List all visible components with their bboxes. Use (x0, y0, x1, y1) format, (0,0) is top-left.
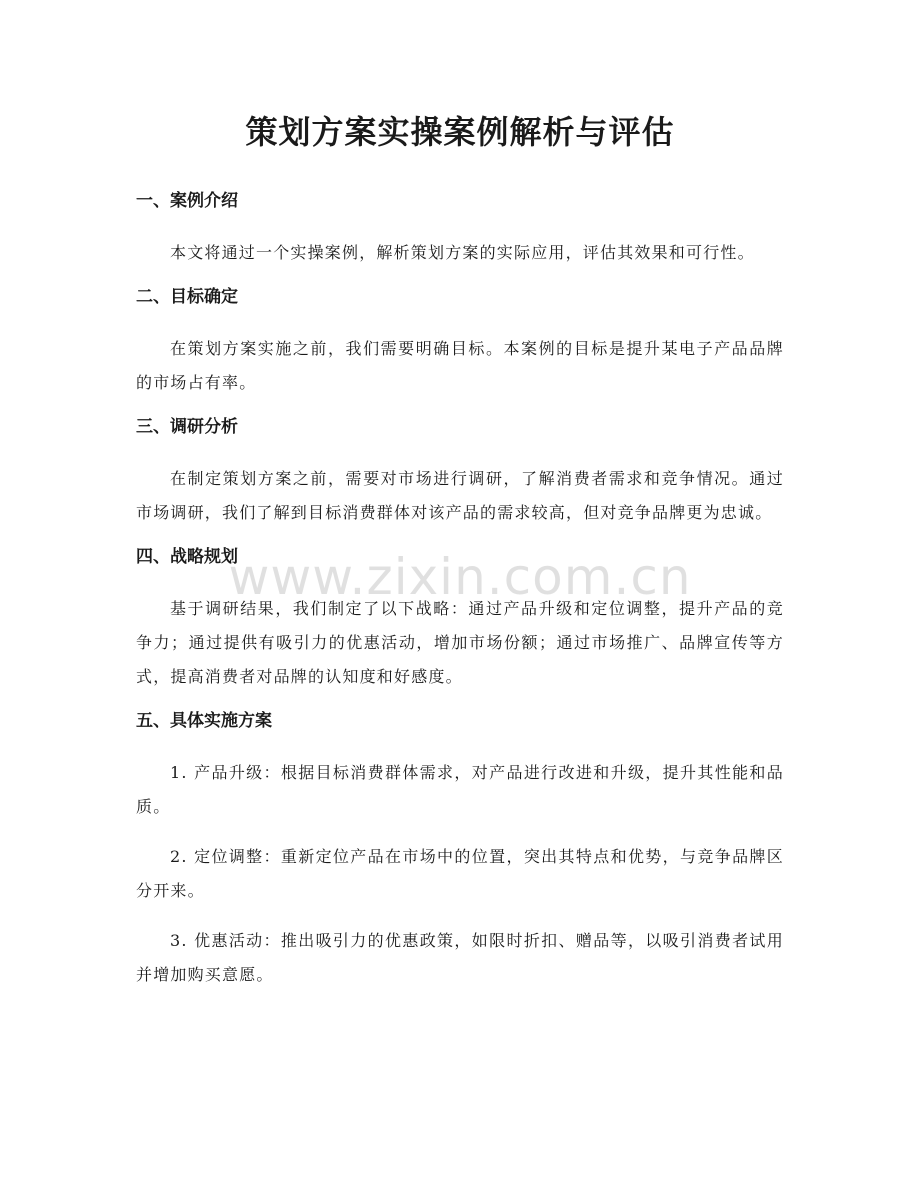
list-item: 1. 产品升级：根据目标消费群体需求，对产品进行改进和升级，提升其性能和品质。 (136, 763, 784, 816)
paragraph: 在策划方案实施之前，我们需要明确目标。本案例的目标是提升某电子产品品牌的市场占有率。 (136, 339, 784, 392)
paragraph: 本文将通过一个实操案例，解析策划方案的实际应用，评估其效果和可行性。 (170, 243, 755, 262)
section-strategy (136, 540, 784, 694)
document-title: 策划方案实操案例解析与评估 (245, 113, 675, 151)
list-item: 2. 定位调整：重新定位产品在市场中的位置，突出其特点和优势，与竞争品牌区分开来。 (136, 847, 784, 900)
section-heading: 五、具体实施方案 (136, 711, 272, 731)
paragraph: 基于调研结果，我们制定了以下战略：通过产品升级和定位调整，提升产品的竞争力；通过提供有吸引力的优惠活动，增加市场份额；通过市场推广、品牌宣传等方式，提高消费者对品牌的认知度和好感度。 (136, 599, 784, 686)
list-item: 3. 优惠活动：推出吸引力的优惠政策，如限时折扣、赠品等，以吸引消费者试用并增加购买意愿。 (136, 931, 784, 984)
section-implementation (136, 704, 784, 992)
document-body (136, 184, 784, 1002)
section-heading: 三、调研分析 (136, 417, 238, 437)
section-heading: 一、案例介绍 (136, 191, 238, 211)
section-heading: 四、战略规划 (136, 547, 238, 567)
section-heading: 二、目标确定 (136, 287, 238, 307)
section-introduction (136, 184, 784, 270)
watermark: www.zixin.com.cn (228, 548, 692, 606)
section-research (136, 410, 784, 530)
section-goal (136, 280, 784, 400)
paragraph: 在制定策划方案之前，需要对市场进行调研，了解消费者需求和竞争情况。通过市场调研，我们了解到目标消费群体对该产品的需求较高，但对竞争品牌更为忠诚。 (136, 469, 784, 522)
